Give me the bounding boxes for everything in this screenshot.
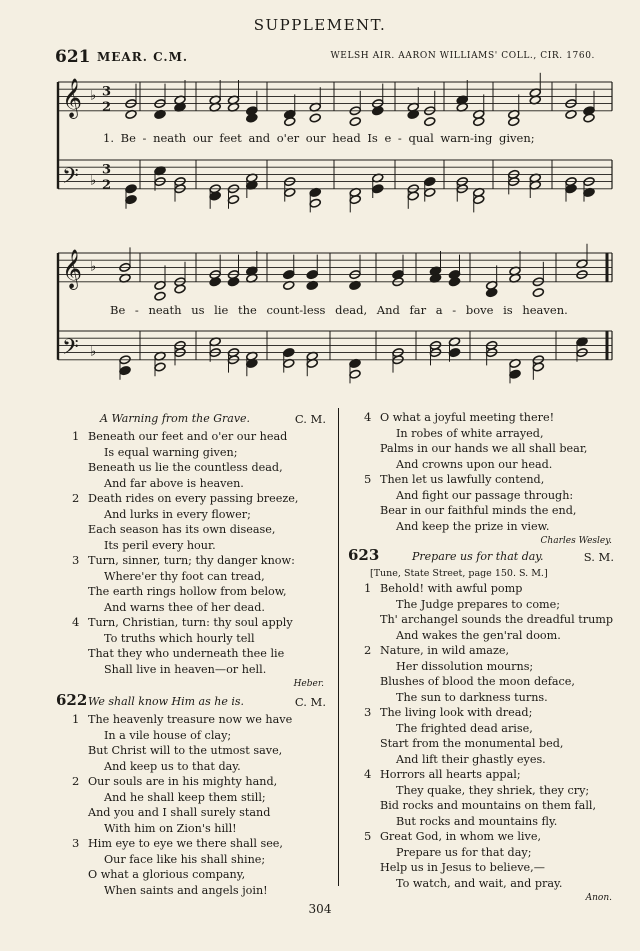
verse-text: Bid rocks and mountains on them fall, <box>380 799 597 812</box>
verse-line <box>56 445 332 461</box>
stanza-number: 1 <box>364 581 372 595</box>
verse-line <box>348 798 620 814</box>
bass-clef-icon: 𝄢 <box>62 334 79 365</box>
verse-text: And keep us to that day. <box>104 759 241 773</box>
hymn-meter: C. M. <box>294 412 326 426</box>
left-column <box>56 410 332 898</box>
hymn-heading <box>56 410 332 429</box>
verse-line <box>348 472 620 488</box>
note-head <box>283 270 295 280</box>
hymn-title: We shall know Him as he is. <box>88 695 245 708</box>
verse-text: They quake, they shriek, they cry; <box>396 783 590 797</box>
verse-text: But Christ will to the utmost save, <box>88 744 283 757</box>
verse-text: That they who underneath thee lie <box>88 647 285 660</box>
verse-text: And lift their ghastly eyes. <box>396 752 546 766</box>
note-head <box>424 177 436 187</box>
verse-line <box>348 488 620 504</box>
verse-text: Nature, in wild amaze, <box>380 644 510 657</box>
verse-text: The Judge prepares to come; <box>396 597 561 611</box>
stanza <box>56 712 332 774</box>
note-head <box>227 195 239 205</box>
stanza-number: 4 <box>364 767 372 781</box>
verse-text: Bear in our faithful minds the end, <box>380 504 577 517</box>
verse-line <box>56 836 332 852</box>
tune-name: MEAR. C.M. <box>97 50 189 64</box>
stanza <box>56 615 332 677</box>
verse-line <box>56 615 332 631</box>
flat-sign-icon: ♭ <box>90 88 97 104</box>
note-head <box>424 117 436 127</box>
stanza <box>348 705 620 767</box>
verse-line <box>348 876 620 892</box>
hymn-meter: S. M. <box>583 550 614 564</box>
verse-text: And far above is heaven. <box>104 476 244 490</box>
stanza-number: 5 <box>364 829 372 843</box>
stanza <box>56 491 332 553</box>
time-signature-icon: 3 <box>102 84 112 100</box>
stanza-number: 5 <box>364 472 372 486</box>
verse-line <box>56 883 332 899</box>
verse-line <box>56 507 332 523</box>
verse-line <box>348 690 620 706</box>
note-head <box>448 348 460 358</box>
verse-text: The frighted dead arise, <box>396 721 533 735</box>
note-head <box>154 291 166 301</box>
stanza-number: 4 <box>364 410 372 424</box>
note-head <box>349 369 361 379</box>
verse-text: Beneath our feet and o'er our head <box>88 430 288 443</box>
running-head: SUPPLEMENT. <box>253 16 387 34</box>
verse-text: Horrors all hearts appal; <box>380 768 521 781</box>
verse-text: And lurks in every flower; <box>104 507 251 521</box>
stanza-number: 1 <box>72 429 80 443</box>
verse-text: Great God, in whom we live, <box>380 830 542 843</box>
verse-text: And fight our passage through: <box>396 488 574 502</box>
verse-line <box>56 805 332 821</box>
verse-text: The sun to darkness turns. <box>396 690 548 704</box>
flat-sign-icon: ♭ <box>90 173 97 189</box>
verse-text: O what a glorious company, <box>88 868 246 881</box>
music-score <box>0 0 640 400</box>
verse-text: Our souls are in his mighty hand, <box>88 775 278 788</box>
verse-text: Turn, sinner, turn; thy danger know: <box>88 554 295 567</box>
stanza <box>348 472 620 534</box>
verse-text: Death rides on every passing breeze, <box>88 492 299 505</box>
verse-text: In a vile house of clay; <box>104 728 232 742</box>
hymn-title: Prepare us for that day. <box>412 550 544 563</box>
note-head <box>372 184 384 194</box>
verse-text: Then let us lawfully contend, <box>380 473 545 486</box>
attribution: Charles Wesley. <box>540 536 612 546</box>
stanza-number: 2 <box>72 774 80 788</box>
verse-line <box>348 612 620 628</box>
verse-text: And warns thee of her dead. <box>104 600 265 614</box>
verse-line <box>56 743 332 759</box>
verse-line <box>56 476 332 492</box>
verse-line <box>348 659 620 675</box>
verse-text: Shall live in heaven—or hell. <box>104 662 267 676</box>
lyric-line-1: 1. Be - neath our feet and o'er our head Is e - qual warn-ing given; <box>103 131 535 145</box>
note-head <box>532 288 544 298</box>
verse-text: Behold! with awful pomp <box>380 582 523 595</box>
verse-line <box>348 628 620 644</box>
verse-line <box>56 631 332 647</box>
note-head <box>125 195 137 205</box>
verse-text: In robes of white arrayed, <box>396 426 544 440</box>
time-signature-icon: 2 <box>102 99 112 115</box>
verse-line <box>348 519 620 535</box>
verse-line <box>56 460 332 476</box>
stanza <box>348 581 620 643</box>
verse-line <box>56 538 332 554</box>
verse-text: Beneath us lie the countless dead, <box>88 461 283 474</box>
stanza <box>56 774 332 836</box>
stanza-number: 3 <box>364 705 372 719</box>
tune-reference: [Tune, State Street, page 150. S. M.] <box>370 568 548 579</box>
note-head <box>283 348 295 358</box>
attribution: Heber. <box>293 679 324 689</box>
stanza-number: 3 <box>72 553 80 567</box>
verse-line <box>348 752 620 768</box>
verse-line <box>348 441 620 457</box>
time-signature-icon: 2 <box>102 177 112 193</box>
verse-text: Her dissolution mourns; <box>396 659 534 673</box>
stanza-number: 4 <box>72 615 80 629</box>
hymn-meter: C. M. <box>294 695 326 709</box>
page-number: 304 <box>308 902 332 916</box>
verse-line <box>348 783 620 799</box>
verse-line <box>348 597 620 613</box>
note-head <box>125 184 137 194</box>
verse-line <box>56 646 332 662</box>
verse-text: To truths which hourly tell <box>104 631 255 645</box>
note-head <box>119 366 131 376</box>
right-column <box>348 410 620 905</box>
stanza <box>56 836 332 898</box>
verse-text: Each season has its own disease, <box>88 523 276 536</box>
stanza-number: 3 <box>72 836 80 850</box>
note-head <box>349 117 361 127</box>
verse-line <box>56 712 332 728</box>
note-head <box>309 113 321 123</box>
verse-text: But rocks and mountains fly. <box>396 814 558 828</box>
verse-text: Prepare us for that day; <box>396 845 532 859</box>
stanza <box>348 643 620 705</box>
verse-line <box>348 426 620 442</box>
stanza <box>56 429 332 491</box>
verse-text: When saints and angels join! <box>104 883 268 897</box>
verse-line <box>348 643 620 659</box>
verse-line <box>348 829 620 845</box>
stanza-number: 2 <box>364 643 372 657</box>
verse-line <box>348 721 620 737</box>
note-head <box>309 198 321 208</box>
note-head <box>509 369 521 379</box>
hymn-title: A Warning from the Grave. <box>100 412 251 425</box>
hymn-number: 623 <box>348 546 380 564</box>
note-head <box>306 270 318 280</box>
hymn-heading <box>56 693 332 712</box>
flat-sign-icon: ♭ <box>90 344 97 360</box>
stanza <box>56 553 332 615</box>
hymn-heading <box>348 548 620 567</box>
verse-line <box>56 522 332 538</box>
verse-text: Palms in our hands we all shall bear, <box>380 442 588 455</box>
bass-clef-icon: 𝄢 <box>62 163 79 194</box>
tune-number: 621 <box>55 47 91 67</box>
stanza <box>348 410 620 472</box>
verse-line <box>56 553 332 569</box>
verse-text: Him eye to eye we there shall see, <box>88 837 283 850</box>
verse-line <box>56 728 332 744</box>
treble-clef-icon: 𝄞 <box>62 248 83 289</box>
verse-text: Turn, Christian, turn: thy soul apply <box>88 616 293 629</box>
verse-line <box>56 584 332 600</box>
verse-line <box>56 852 332 868</box>
flat-sign-icon: ♭ <box>90 259 97 275</box>
verse-line <box>348 736 620 752</box>
stanza <box>348 767 620 829</box>
verse-text: And he shall keep them still; <box>104 790 266 804</box>
column-divider <box>338 408 339 886</box>
verse-line <box>348 705 620 721</box>
verse-text: With him on Zion's hill! <box>104 821 237 835</box>
verse-text: Is equal warning given; <box>104 445 238 459</box>
lyric-line-2: Be - neath us lie the count-less dead, And far a - bove is heaven. <box>110 303 568 317</box>
verse-line <box>56 429 332 445</box>
time-signature-icon: 3 <box>102 162 112 178</box>
verse-line <box>56 662 332 678</box>
stanza-number: 1 <box>72 712 80 726</box>
verse-line <box>348 860 620 876</box>
verse-line <box>56 759 332 775</box>
hymn-number: 622 <box>56 691 88 709</box>
verse-text: Its peril every hour. <box>104 538 216 552</box>
verse-text: The earth rings hollow from below, <box>88 585 287 598</box>
verse-text: Where'er thy foot can tread, <box>104 569 265 583</box>
verse-line <box>56 569 332 585</box>
stanza-number: 2 <box>72 491 80 505</box>
verse-text: And crowns upon our head. <box>396 457 553 471</box>
verse-text: Start from the monumental bed, <box>380 737 564 750</box>
verse-line <box>348 457 620 473</box>
verse-text: To watch, and wait, and pray. <box>396 876 563 890</box>
verse-line <box>348 410 620 426</box>
verse-text: And you and I shall surely stand <box>88 806 271 819</box>
verse-text: Our face like his shall shine; <box>104 852 266 866</box>
treble-clef-icon: 𝄞 <box>62 77 83 118</box>
verse-line <box>56 821 332 837</box>
stanza <box>348 829 620 891</box>
verse-line <box>348 674 620 690</box>
verse-text: O what a joyful meeting there! <box>380 411 555 424</box>
verse-line <box>56 491 332 507</box>
verse-line <box>348 845 620 861</box>
verse-line <box>348 767 620 783</box>
verse-text: Blushes of blood the moon deface, <box>380 675 575 688</box>
verse-text: The heavenly treasure now we have <box>88 713 293 726</box>
verse-line <box>56 867 332 883</box>
verse-line <box>348 814 620 830</box>
verse-line <box>348 581 620 597</box>
note-head <box>154 362 166 372</box>
verse-line <box>348 503 620 519</box>
verse-text: And wakes the gen'ral doom. <box>396 628 561 642</box>
verse-line <box>56 790 332 806</box>
verse-text: Help us in Jesus to believe,— <box>380 861 545 874</box>
verse-text: Th' archangel sounds the dreadful trump <box>380 613 614 626</box>
verse-text: And keep the prize in view. <box>396 519 550 533</box>
attribution: Anon. <box>585 893 612 903</box>
tune-source: WELSH AIR. AARON WILLIAMS' COLL., CIR. 1760. <box>330 51 595 61</box>
verse-line <box>56 774 332 790</box>
verse-line <box>56 600 332 616</box>
verse-text: The living look with dread; <box>380 706 533 719</box>
